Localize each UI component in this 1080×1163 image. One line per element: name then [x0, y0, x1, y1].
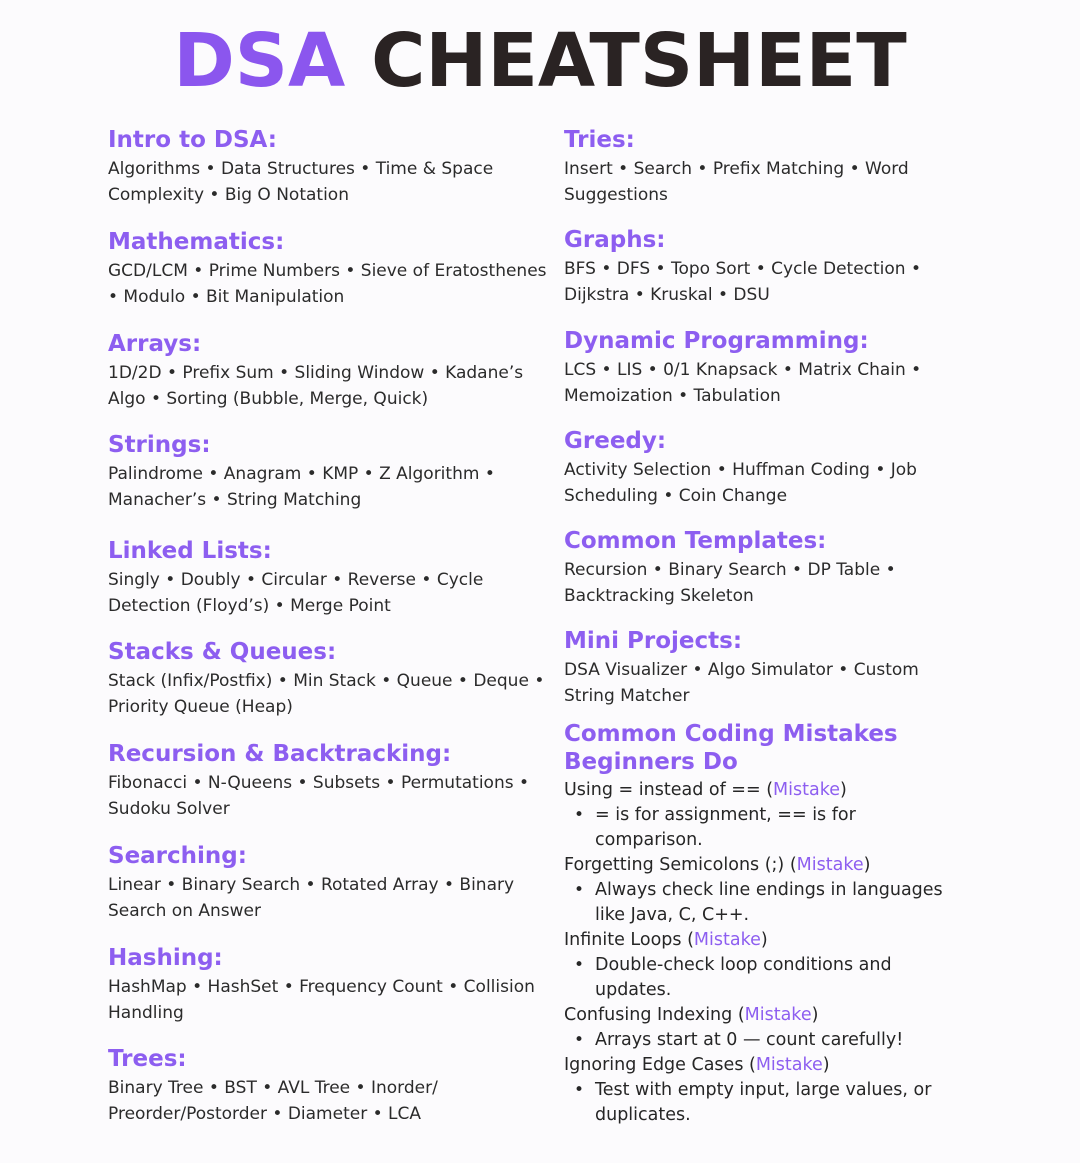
- section-body: 1D/2D • Prefix Sum • Sliding Window • Kadane’s Algo • Sorting (Bubble, Merge, Quick): [108, 363, 524, 409]
- bullet-dot: •: [574, 880, 585, 900]
- section-intro: [108, 126, 548, 208]
- section-common-templates: [564, 527, 974, 609]
- section-heading: Graphs:: [564, 227, 666, 253]
- mistake-bullet: [564, 1028, 984, 1053]
- section-searching: [108, 842, 548, 924]
- title-rest: CHEATSHEET: [371, 18, 907, 104]
- bullet-text-2: duplicates.: [595, 1105, 691, 1125]
- section-heading-line2: Beginners Do: [564, 749, 738, 775]
- bullet-dot: •: [574, 805, 585, 825]
- section-body: Singly • Doubly • Circular • Reverse • Cycle Detection (Floyd’s) • Merge Point: [108, 570, 484, 616]
- mistake-label: Mistake: [755, 1055, 823, 1075]
- section-heading: Stacks & Queues:: [108, 639, 337, 665]
- section-body: Binary Tree • BST • AVL Tree • Inorder/ Preorder/Postorder • Diameter • LCA: [108, 1078, 438, 1124]
- section-body: Algorithms • Data Structures • Time & Space Complexity • Big O Notation: [108, 159, 494, 205]
- section-tries: [564, 126, 974, 208]
- section-dynamic-programming: [564, 327, 974, 409]
- bullet-text: Double-check loop conditions and: [595, 955, 892, 975]
- section-heading: Intro to DSA:: [108, 127, 277, 153]
- bullet-text: = is for assignment, == is for: [595, 805, 856, 825]
- mistake-text: Forgetting Semicolons (;): [564, 855, 785, 875]
- page-title: [0, 18, 1080, 104]
- section-body: BFS • DFS • Topo Sort • Cycle Detection • Dijkstra • Kruskal • DSU: [564, 259, 922, 305]
- mistake-text: Using = instead of ==: [564, 780, 761, 800]
- section-heading: Greedy:: [564, 428, 667, 454]
- section-body: Fibonacci • N-Queens • Subsets • Permutations • Sudoku Solver: [108, 773, 530, 819]
- section-heading: Recursion & Backtracking:: [108, 741, 452, 767]
- section-heading: Searching:: [108, 843, 247, 869]
- mistake-label: Mistake: [693, 930, 761, 950]
- section-mini-projects: [564, 627, 974, 709]
- mistake-title: Infinite Loops (Mistake): [564, 930, 768, 950]
- section-body: DSA Visualizer • Algo Simulator • Custom String Matcher: [564, 660, 919, 706]
- mistake-bullet: [564, 803, 984, 853]
- section-heading: Arrays:: [108, 331, 202, 357]
- mistakes-list: [564, 778, 984, 1128]
- mistake-text: Confusing Indexing: [564, 1005, 733, 1025]
- mistake-title: Ignoring Edge Cases (Mistake): [564, 1055, 830, 1075]
- bullet-dot: •: [574, 1030, 585, 1050]
- mistake-label: Mistake: [773, 780, 840, 800]
- section-heading: Linked Lists:: [108, 538, 272, 564]
- section-body: Stack (Infix/Postfix) • Min Stack • Queue • Deque • Priority Queue (Heap): [108, 671, 545, 717]
- mistake-bullet: [564, 953, 984, 1003]
- bullet-dot: •: [574, 955, 585, 975]
- mistake-title: Using = instead of == (Mistake): [564, 780, 847, 800]
- section-heading: Common Templates:: [564, 528, 827, 554]
- section-graphs: [564, 226, 974, 308]
- mistake-bullet: [564, 878, 984, 928]
- mistake-text: Infinite Loops: [564, 930, 682, 950]
- mistake-text: Ignoring Edge Cases: [564, 1055, 744, 1075]
- section-body: GCD/LCM • Prime Numbers • Sieve of Eratosthenes • Modulo • Bit Manipulation: [108, 261, 547, 307]
- section-body: HashMap • HashSet • Frequency Count • Collision Handling: [108, 977, 535, 1023]
- mistake-title: Forgetting Semicolons (;) (Mistake): [564, 855, 871, 875]
- section-recursion: [108, 740, 548, 822]
- section-stacks-queues: [108, 638, 548, 720]
- section-heading: Dynamic Programming:: [564, 328, 869, 354]
- mistake-title: Confusing Indexing (Mistake): [564, 1005, 819, 1025]
- section-body: Insert • Search • Prefix Matching • Word Suggestions: [564, 159, 909, 205]
- section-trees: [108, 1045, 548, 1127]
- section-heading: Strings:: [108, 432, 211, 458]
- bullet-dot: •: [574, 1080, 585, 1100]
- bullet-text: Arrays start at 0 — count carefully!: [595, 1030, 904, 1050]
- mistake-label: Mistake: [796, 855, 864, 875]
- section-arrays: [108, 330, 548, 412]
- section-linked-lists: [108, 537, 548, 619]
- section-heading: Mathematics:: [108, 229, 285, 255]
- section-body: Recursion • Binary Search • DP Table • Backtracking Skeleton: [564, 560, 896, 606]
- section-mathematics: [108, 228, 548, 310]
- section-heading: Common Coding Mistakes: [564, 721, 898, 747]
- section-body: Palindrome • Anagram • KMP • Z Algorithm • Manacher’s • String Matching: [108, 464, 495, 510]
- section-body: Activity Selection • Huffman Coding • Job Scheduling • Coin Change: [564, 460, 917, 506]
- section-greedy: [564, 427, 974, 509]
- section-coding-mistakes: [564, 720, 974, 1125]
- bullet-text-2: comparison.: [595, 830, 703, 850]
- bullet-text-2: updates.: [595, 980, 672, 1000]
- title-accent: DSA: [173, 18, 346, 104]
- bullet-text: Test with empty input, large values, or: [595, 1080, 932, 1100]
- section-body: Linear • Binary Search • Rotated Array • Binary Search on Answer: [108, 875, 515, 921]
- section-heading: Tries:: [564, 127, 635, 153]
- bullet-text: Always check line endings in languages: [595, 880, 943, 900]
- section-heading: Trees:: [108, 1046, 187, 1072]
- section-heading: Mini Projects:: [564, 628, 743, 654]
- mistake-label: Mistake: [744, 1005, 812, 1025]
- bullet-text-2: like Java, C, C++.: [595, 905, 750, 925]
- section-heading: Hashing:: [108, 945, 223, 971]
- section-body: LCS • LIS • 0/1 Knapsack • Matrix Chain • Memoization • Tabulation: [564, 360, 922, 406]
- mistake-bullet: [564, 1078, 984, 1128]
- section-strings: [108, 431, 548, 513]
- section-hashing: [108, 944, 548, 1026]
